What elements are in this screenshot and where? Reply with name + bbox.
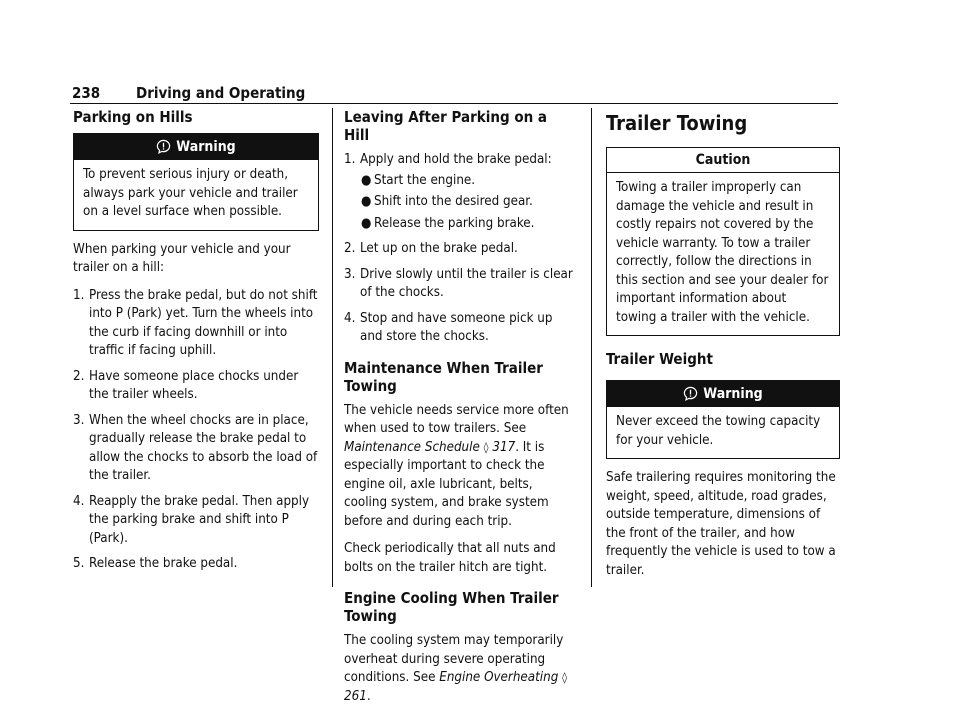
parking-intro: When parking your vehicle and your trailer on a hill: — [73, 241, 291, 275]
caution-text: Towing a trailer improperly can damage the vehicle and result in costly repairs not covered by the vehicle warranty. To tow a trailer correctly, follow the directions in this section and see your dealer for important information about towing a trailer with the vehicle. — [616, 180, 829, 325]
page-ref-arrow-icon: ◊ — [562, 671, 568, 684]
step-number: 3. — [344, 266, 356, 282]
step-text: Stop and have someone pick up and store the chocks. — [360, 310, 553, 344]
list-item — [73, 368, 319, 405]
text-run: The vehicle needs service more often when used to tow trailers. See — [344, 402, 569, 436]
warning-icon — [683, 384, 698, 410]
maintenance-heading: Maintenance When Trailer Towing — [344, 358, 543, 395]
list-item — [73, 287, 319, 361]
leaving-steps — [344, 151, 576, 347]
bullet-dot: ● — [361, 172, 372, 188]
parking-steps — [73, 287, 319, 574]
bullet-dot: ● — [361, 215, 372, 231]
column-right — [606, 108, 840, 589]
page-header-title: Driving and Operating — [136, 84, 306, 102]
page-ref-arrow-icon: ◊ — [483, 440, 489, 454]
warning-box — [73, 133, 319, 231]
step-number: 5. — [73, 556, 85, 571]
step-text: Drive slowly until the trailer is clear of the chocks. — [360, 266, 573, 300]
list-item — [344, 240, 576, 259]
page-number: 238 — [72, 84, 101, 102]
step-text: Apply and hold the brake pedal: — [360, 152, 552, 167]
engine-cooling-heading: Engine Cooling When Trailer Towing — [344, 589, 559, 625]
step-text: Release the brake pedal. — [89, 556, 238, 571]
step-text: When the wheel chocks are in place, gradually release the brake pedal to allow the chocks to absorb the load of the trailer. — [89, 412, 318, 483]
warning-label: Warning — [176, 139, 236, 155]
header-rule — [70, 103, 838, 104]
step-text: Have someone place chocks under the trailer wheels. — [89, 368, 299, 402]
bullet-item — [360, 215, 576, 234]
bullet-text: Shift into the desired gear. — [374, 194, 533, 209]
trailer-weight-heading: Trailer Weight — [606, 350, 713, 368]
maintenance-paragraph — [344, 402, 576, 532]
warning-label: Warning — [703, 386, 763, 402]
warning-bar — [607, 381, 839, 407]
caution-label: Caution — [607, 148, 839, 173]
caution-box — [606, 147, 840, 336]
step-number: 3. — [73, 412, 85, 428]
list-item — [73, 493, 319, 549]
bullet-item — [360, 193, 576, 212]
cooling-paragraph — [344, 632, 576, 706]
list-item — [73, 412, 319, 486]
engine-overheating-link[interactable]: Engine Overheating — [439, 670, 559, 685]
list-item — [344, 266, 576, 303]
bullet-text: Release the parking brake. — [374, 215, 535, 231]
page-reference[interactable]: 317 — [492, 439, 516, 455]
trailer-towing-title: Trailer Towing — [606, 111, 748, 135]
list-item — [344, 310, 576, 347]
step-text: Reapply the brake pedal. Then apply the parking brake and shift into P (Park). — [89, 493, 310, 546]
step-number: 2. — [73, 368, 85, 384]
hitch-paragraph: Check periodically that all nuts and bolts on the trailer hitch are tight. — [344, 541, 556, 575]
page-reference[interactable]: 261 — [344, 688, 367, 704]
trailering-paragraph: Safe trailering requires monitoring the weight, speed, altitude, road grades, outside temperature, dimensions of the front of the trailer, and how frequently the vehicle is used to tow a trailer. — [606, 470, 836, 578]
page-header — [70, 84, 838, 106]
bullet-list — [360, 172, 576, 234]
warning-icon — [156, 137, 171, 163]
parking-on-hills-heading: Parking on Hills — [73, 108, 193, 126]
step-number: 4. — [344, 310, 356, 326]
text-run: . — [366, 688, 371, 704]
list-item — [73, 555, 319, 574]
column-middle — [344, 108, 576, 715]
warning-text: Never exceed the towing capacity for your vehicle. — [616, 414, 821, 448]
step-number: 1. — [344, 152, 356, 167]
warning-bar — [74, 134, 318, 160]
bullet-dot: ● — [361, 194, 372, 209]
text-run: . It is especially important to check the engine oil, axle lubricant, belts, cooling system, and brake system before and during each trip. — [344, 439, 549, 529]
step-number: 4. — [73, 493, 85, 509]
column-left — [73, 108, 319, 581]
list-item — [344, 151, 576, 233]
step-text: Press the brake pedal, but do not shift into P (Park) yet. Turn the wheels into the curb if facing downhill or into traffic if facing uphill. — [89, 287, 318, 358]
bullet-text: Start the engine. — [374, 172, 476, 188]
leaving-hill-heading: Leaving After Parking on a Hill — [344, 108, 547, 144]
warning-box — [606, 380, 840, 459]
maintenance-schedule-link[interactable]: Maintenance Schedule — [344, 439, 480, 455]
step-number: 2. — [344, 241, 356, 256]
step-number: 1. — [73, 287, 85, 303]
bullet-item — [360, 172, 576, 191]
column-divider — [591, 108, 592, 587]
warning-text: To prevent serious injury or death, always park your vehicle and trailer on a level surface when possible. — [83, 167, 298, 219]
column-divider — [332, 108, 333, 587]
step-text: Let up on the brake pedal. — [360, 241, 518, 256]
text-run: The cooling system may temporarily overheat during severe operating conditions. See — [344, 633, 564, 685]
